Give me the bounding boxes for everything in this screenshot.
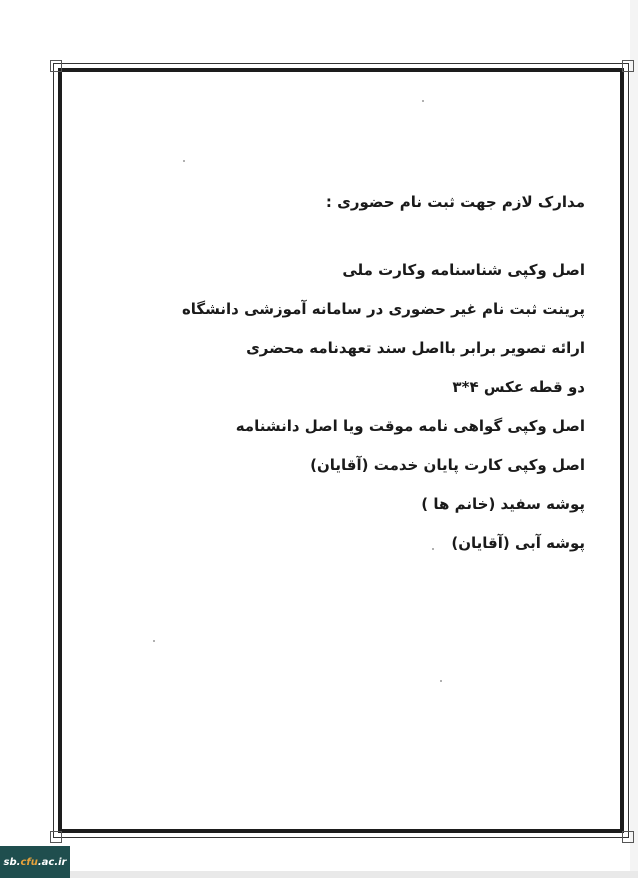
site-suffix: .ac.ir bbox=[37, 856, 67, 868]
page-edge bbox=[630, 0, 638, 878]
site-watermark-text bbox=[4, 857, 67, 868]
requirement-item: اصل وکپی شناسنامه وکارت ملی bbox=[342, 261, 585, 279]
requirement-item: اصل وکپی کارت پایان خدمت (آقایان) bbox=[310, 456, 585, 474]
scan-speck bbox=[440, 680, 442, 682]
document-heading: مدارک لازم جهت ثبت نام حضوری : bbox=[325, 193, 585, 211]
site-prefix: sb. bbox=[3, 856, 21, 868]
requirement-item: اصل وکپی گواهی نامه موقت ویا اصل دانشنامه bbox=[235, 417, 585, 435]
footer-strip bbox=[70, 871, 638, 878]
site-watermark-badge bbox=[0, 846, 70, 878]
requirement-item: ارائه تصویر برابر بااصل سند تعهدنامه محضری bbox=[246, 339, 585, 357]
border-corner-ornament bbox=[622, 831, 634, 843]
border-corner-ornament bbox=[622, 60, 634, 72]
site-accent: cfu bbox=[20, 856, 38, 868]
border-corner-ornament bbox=[50, 831, 62, 843]
requirements-list bbox=[110, 258, 585, 570]
requirement-item: پرینت ثبت نام غیر حضوری در سامانه آموزشی دانشگاه bbox=[181, 300, 585, 318]
scan-speck bbox=[422, 100, 424, 102]
requirement-item: دو قطه عکس ۴*۳ bbox=[452, 378, 585, 396]
requirement-item: پوشه سفید (خانم ها ) bbox=[421, 495, 585, 513]
border-corner-ornament bbox=[50, 60, 62, 72]
scan-speck bbox=[153, 640, 155, 642]
document-body bbox=[110, 180, 585, 570]
scan-speck bbox=[183, 160, 185, 162]
requirement-item: پوشه آبی (آقایان) bbox=[451, 534, 585, 552]
